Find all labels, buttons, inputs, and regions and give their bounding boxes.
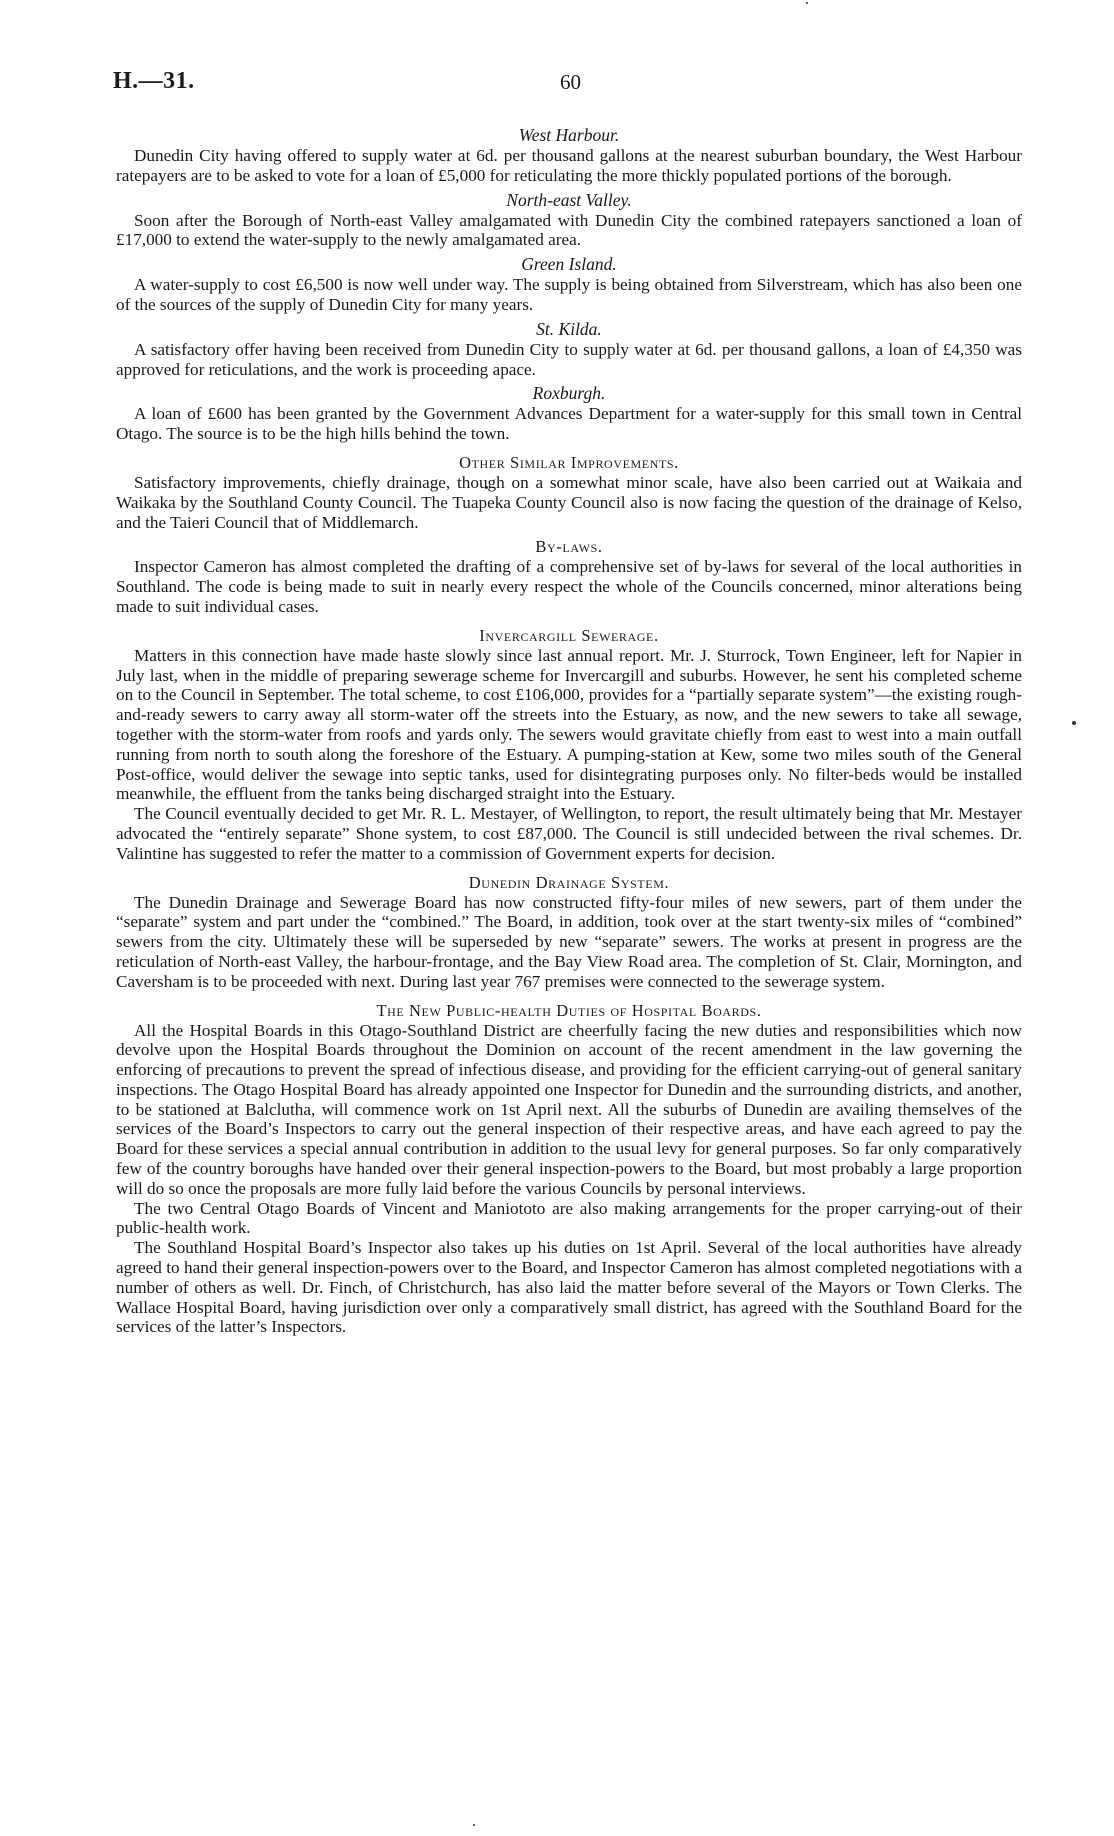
- section-heading: The New Public-health Duties of Hospital Boards.: [376, 1000, 762, 1020]
- paragraph: Satisfactory improvements, chiefly drainage, though on a somewhat minor scale, have also been carried out at Waikaia and Waikaka by the Southland County Council. The Tuapeka County Council also is now facing the question of the drainage of Kelso, and the Taieri Council that of Middlemarch.: [116, 472, 1022, 532]
- section-heading: St. Kilda.: [536, 318, 602, 339]
- page-number: 60: [560, 70, 581, 94]
- section-roxburgh: [116, 383, 1022, 444]
- section-west-harbour: [116, 125, 1022, 186]
- document-body: [116, 125, 1022, 1337]
- paragraph: The Council eventually decided to get Mr. R. L. Mestayer, of Wellington, to report, the result ultimately being that Mr. Mestayer advocated the “entirely separate” Shone system, to cost £87,000. The Council is still undecided between the rival schemes. Dr. Valintine has suggested to refer the matter to a commission of Government experts for decision.: [116, 804, 1022, 863]
- section-invercargill-sewerage: [116, 625, 1022, 864]
- paragraph: The two Central Otago Boards of Vincent and Maniototo are also making arrangements for the proper carrying-out of their public-health work.: [116, 1198, 1022, 1238]
- paragraph: The Dunedin Drainage and Sewerage Board has now constructed fifty-four miles of new sewers, part of them under the “separate” system and part under the “combined.” The Board, in addition, took over at the start twenty-six miles of “combined” sewers from the city. Ultimately these will be superseded by new “separate” sewers. The works at present in progress are the reticulation of North-east Valley, the harbour-frontage, and the Bay View Road area. The completion of St. Clair, Mornington, and Caversham is to be proceeded with next. During last year 767 premises were connected to the sewerage system.: [116, 892, 1022, 991]
- section-heading: Green Island.: [521, 254, 617, 275]
- paragraph: A loan of £600 has been granted by the Government Advances Department for a water-supply for this small town in Central Otago. The source is to be the high hills behind the town.: [116, 404, 1022, 444]
- section-by-laws: [116, 536, 1022, 616]
- paragraph: Inspector Cameron has almost completed the drafting of a comprehensive set of by-laws for several of the local authorities in Southland. The code is being made to suit in nearly every respect the whole of the Councils concerned, minor alterations being made to suit individual cases.: [116, 557, 1022, 616]
- scan-speck: [1072, 721, 1076, 725]
- paragraph: Dunedin City having offered to supply water at 6d. per thousand gallons at the nearest suburban boundary, the West Harbour ratepayers are to be asked to vote for a loan of £5,000 for reticulating the more thickly populated portions of the borough.: [116, 146, 1022, 185]
- section-heading: West Harbour.: [518, 125, 620, 145]
- scan-speck: [473, 1824, 475, 1826]
- paragraph: Soon after the Borough of North-east Valley amalgamated with Dunedin City the combined ratepayers sanctioned a loan of £17,000 to extend the water-supply to the newly amalgamated area.: [116, 210, 1022, 250]
- paragraph: A water-supply to cost £6,500 is now well under way. The supply is being obtained from Silverstream, which has also been one of the sources of the supply of Dunedin City for many years.: [116, 275, 1022, 314]
- section-public-health-duties: [116, 1000, 1022, 1338]
- paragraph: All the Hospital Boards in this Otago-Southland District are cheerfully facing the new duties and responsibilities which now devolve upon the Hospital Boards throughout the Dominion on account of the recent amendment in the law governing the enforcing of precautions to prevent the spread of infectious disease, and providing for the efficient carrying-out of general sanitary inspections. The Otago Hospital Board has already appointed one Inspector for Dunedin and the surrounding districts, and another, to be stationed at Balclutha, will commence work on 1st April next. All the suburbs of Dunedin are availing themselves of the services of the Board’s Inspectors to carry out the general inspection of their respective areas, and have each agreed to pay the Board for these services a special annual contribution in addition to the usual levy for general purposes. So far only comparatively few of the country boroughs have handed over their general inspection-powers to the Board, but most probably a large proportion will do so once the proposals are more fully laid before the various Councils by personal interviews.: [116, 1020, 1022, 1198]
- section-heading: Roxburgh.: [532, 383, 606, 404]
- section-other-similar-improvements: [116, 452, 1022, 532]
- section-heading: Other Similar Improvements.: [459, 452, 679, 472]
- paragraph: Matters in this connection have made haste slowly since last annual report. Mr. J. Sturrock, Town Engineer, left for Napier in July last, when in the middle of preparing sewerage scheme for Invercargill and suburbs. However, he sent his completed scheme on to the Council in September. The total scheme, to cost £106,000, provides for a “partially separate system”—the existing rough-and-ready sewers to carry away all storm-water off the streets into the Estuary, as now, and the new sewers to take all sewage, together with the storm-water from roofs and yards only. The sewers would gravitate chiefly from east to west into a main outfall running from north to south along the foreshore of the Estuary. A pumping-station at Kew, some two miles south of the General Post-office, would deliver the sewage into septic tanks, used for disintegrating purposes only. No filter-beds would be installed meanwhile, the effluent from the tanks being discharged straight into the Estuary.: [116, 645, 1022, 804]
- scan-speck: [806, 2, 808, 4]
- section-heading: Dunedin Drainage System.: [468, 872, 670, 892]
- document-code: H.—31.: [113, 68, 195, 94]
- paragraph: A satisfactory offer having been received from Dunedin City to supply water at 6d. per thousand gallons, a loan of £4,350 was approved for reticulations, and the work is proceeding apace.: [116, 339, 1022, 379]
- paragraph: The Southland Hospital Board’s Inspector also takes up his duties on 1st April. Several of the local authorities have already agreed to hand their general inspection-powers over to the Board, and Inspector Cameron has almost completed negotiations with a number of others as well. Dr. Finch, of Christchurch, has also laid the matter before several of the Mayors or Town Clerks. The Wallace Hospital Board, having jurisdiction over only a comparatively small district, has agreed with the Southland Board for the services of the latter’s Inspectors.: [116, 1238, 1022, 1337]
- section-dunedin-drainage-system: [116, 872, 1022, 992]
- section-north-east-valley: [116, 190, 1022, 251]
- section-heading: Invercargill Sewerage.: [479, 625, 659, 645]
- section-st-kilda: [116, 319, 1022, 380]
- section-heading: North-east Valley.: [506, 189, 632, 210]
- running-head: [113, 68, 1022, 100]
- section-heading: By-laws.: [535, 537, 603, 557]
- section-green-island: [116, 254, 1022, 315]
